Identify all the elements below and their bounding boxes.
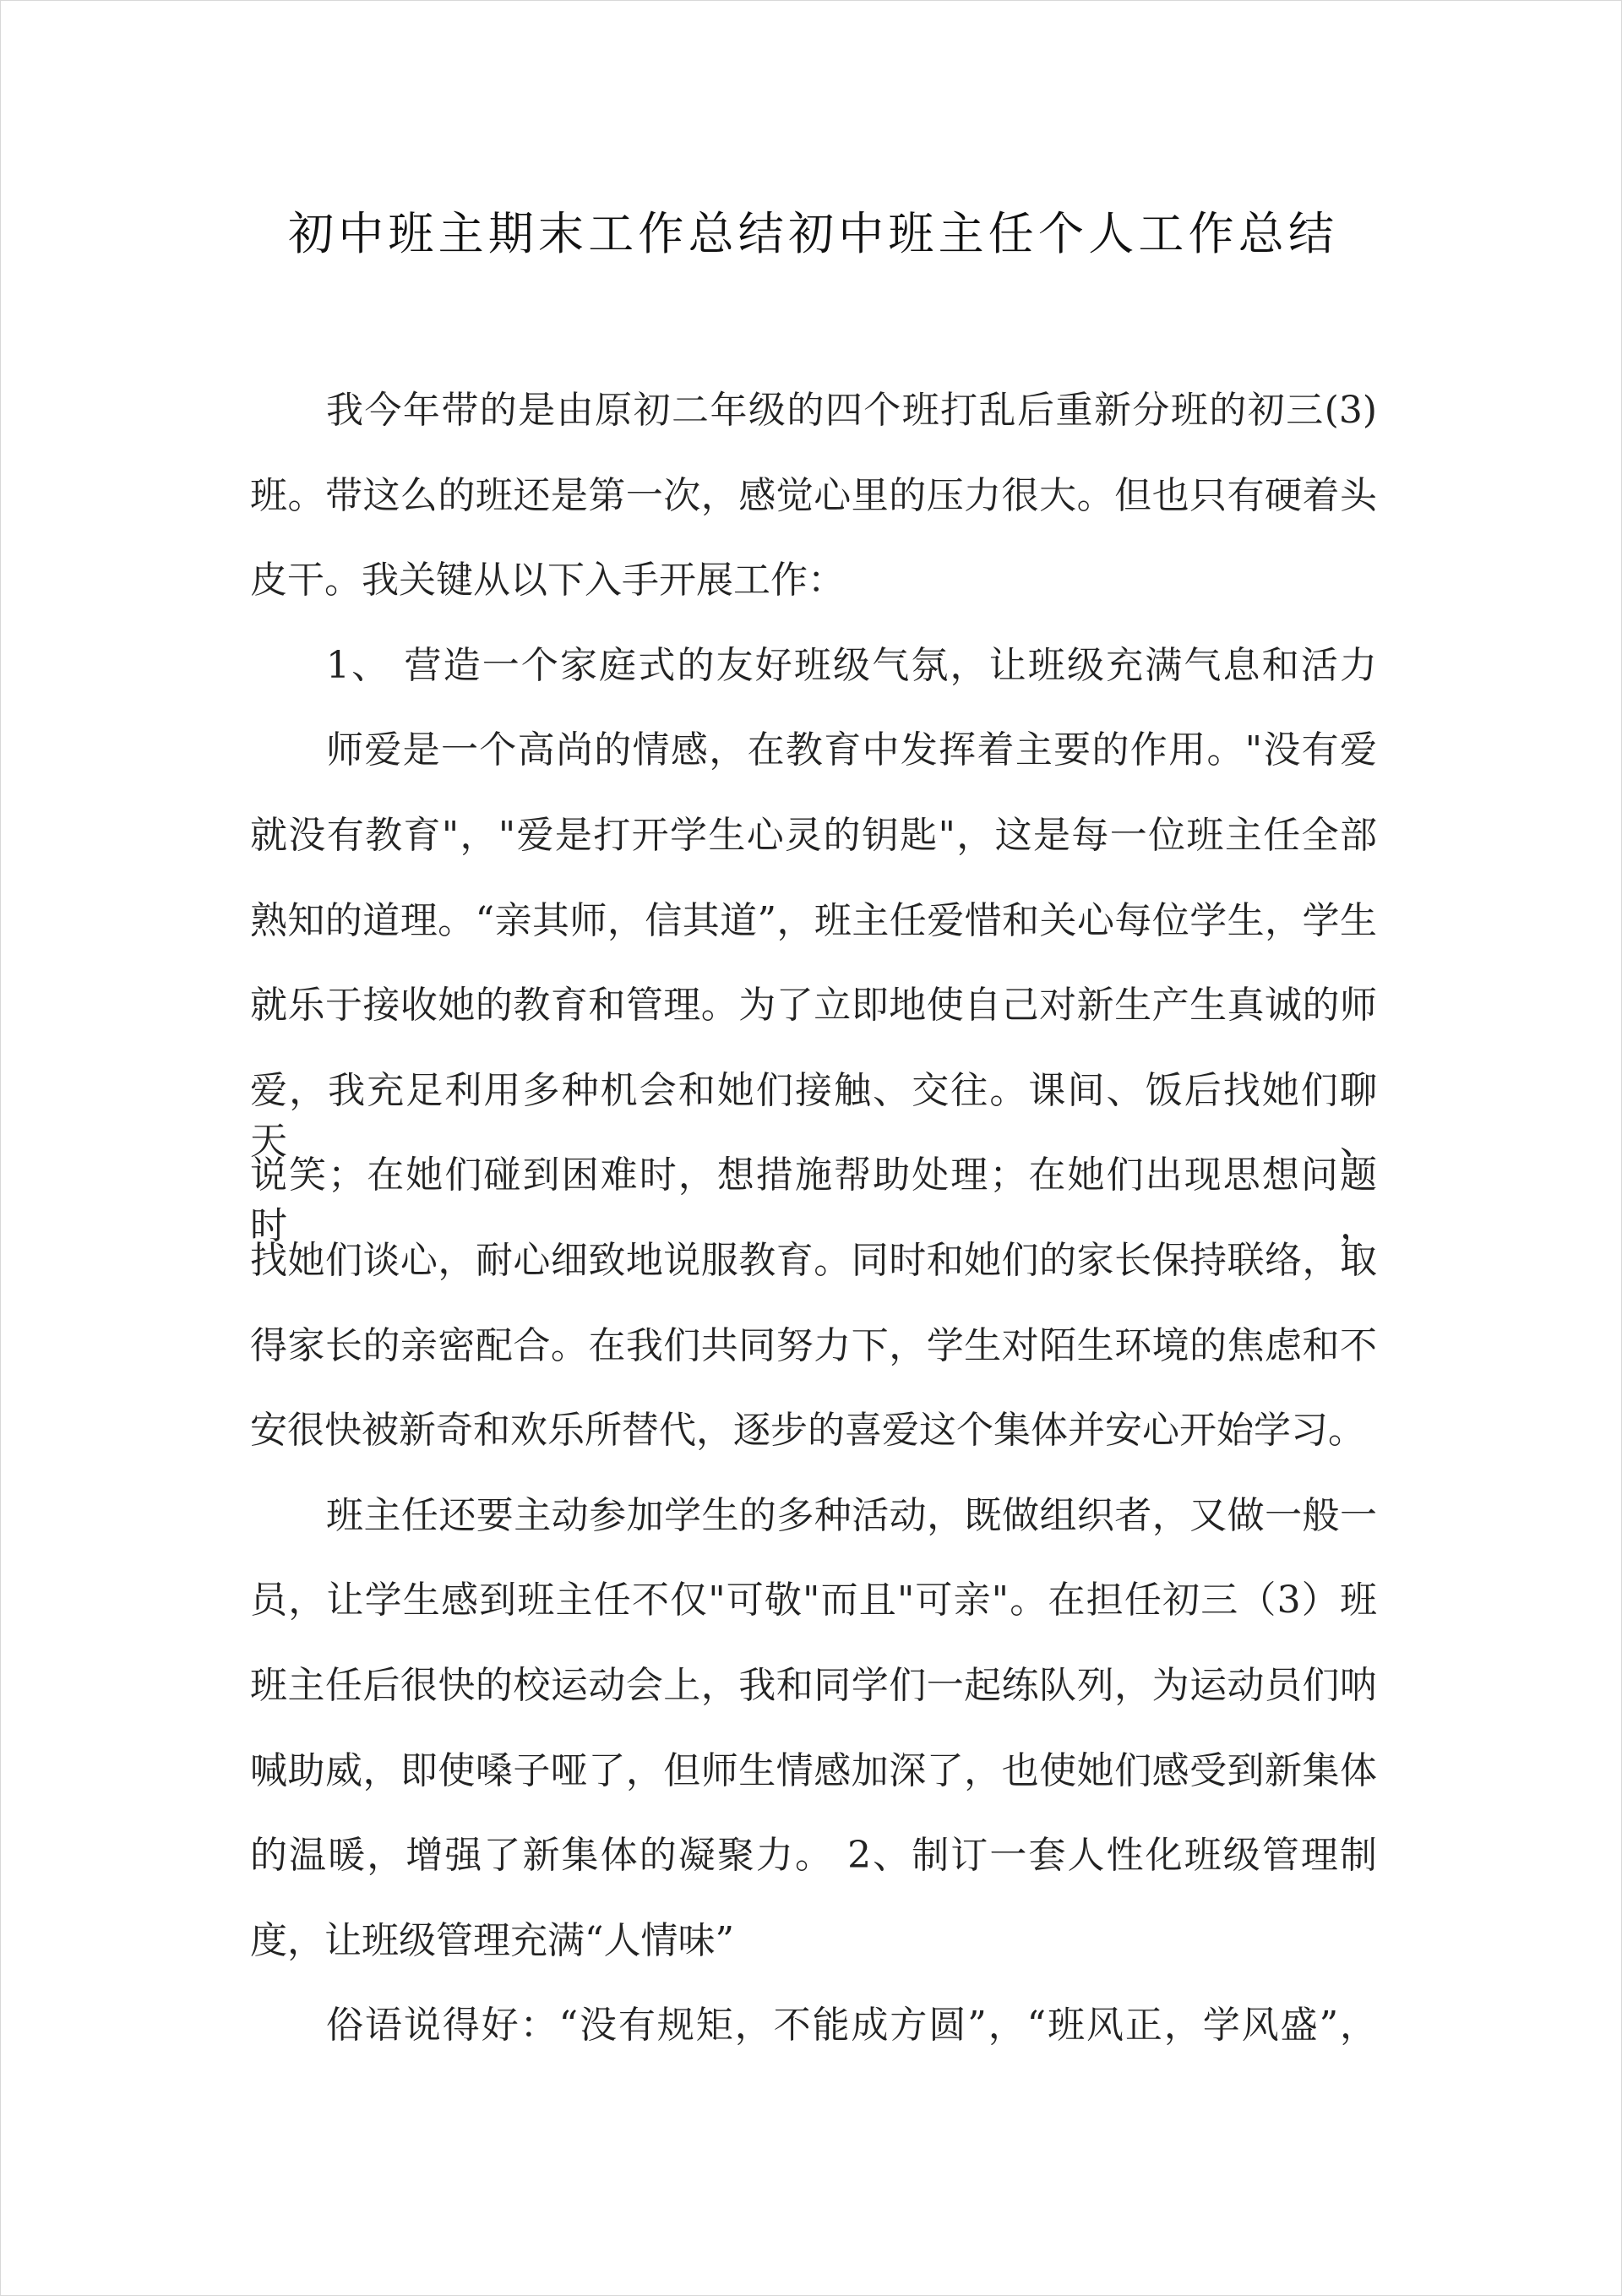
paragraph-line: 皮干。我关键从以下入手开展工作： — [250, 559, 845, 603]
paragraph-line: 班主任还要主动参加学生的多种活动，既做组织者，又做一般一 — [326, 1493, 1377, 1537]
paragraph-line: 员，让学生感到班主任不仅"可敬"而且"可亲"。在担任初三（3）班 — [250, 1579, 1377, 1622]
paragraph-line: 熟知的道理。“亲其师，信其道”，班主任爱惜和关心每位学生，学生 — [250, 898, 1377, 942]
paragraph-line: 我今年带的是由原初二年级的四个班打乱后重新分班的初三(3) — [326, 389, 1377, 432]
paragraph-line: 1、 营造一个家庭式的友好班级气氛，让班级充满气息和活力 — [326, 643, 1377, 687]
paragraph-line: 得家长的亲密配合。在我们共同努力下，学生对陌生环境的焦虑和不 — [250, 1323, 1377, 1367]
paragraph-line: 俗语说得好：“没有规矩，不能成方圆”，“班风正，学风盛”， — [326, 2004, 1377, 2048]
paragraph-line: 班主任后很快的校运动会上，我和同学们一起练队列，为运动员们呐 — [250, 1664, 1377, 1707]
paragraph-line: 度，让班级管理充满“人情味” — [250, 1918, 734, 1962]
paragraph-line: 说笑；在她们碰到困难时，想措施帮助处理；在她们出现思想问题时， — [250, 1153, 1377, 1248]
paragraph-line: 就没有教育"，"爱是打开学生心灵的钥匙"，这是每一位班主任全部 — [250, 814, 1377, 857]
paragraph-line: 师爱是一个高尚的情感，在教育中发挥着主要的作用。"没有爱 — [326, 728, 1377, 772]
paragraph-line: 班。带这么的班还是第一次，感觉心里的压力很大。但也只有硬着头 — [250, 473, 1377, 517]
document-title: 初中班主期末工作总结初中班主任个人工作总结 — [288, 207, 1336, 260]
paragraph-line: 喊助威，即使嗓子哑了，但师生情感加深了，也使她们感受到新集体 — [250, 1748, 1377, 1792]
paragraph-line: 安很快被新奇和欢乐所替代，逐步的喜爱这个集体并安心开始学习。 — [250, 1409, 1365, 1453]
paragraph-line: 找她们谈心，耐心细致地说服教育。同时和她们的家长保持联络，取 — [250, 1239, 1377, 1282]
paragraph-line: 就乐于接收她的教育和管理。为了立即地使自己对新生产生真诚的师 — [250, 984, 1377, 1028]
paragraph-line: 的温暖，增强了新集体的凝聚力。 2、制订一套人性化班级管理制 — [250, 1834, 1377, 1878]
paragraph-line: 爱，我充足利用多种机会和她们接触、交往。课间、饭后找她们聊天、 — [250, 1068, 1377, 1163]
